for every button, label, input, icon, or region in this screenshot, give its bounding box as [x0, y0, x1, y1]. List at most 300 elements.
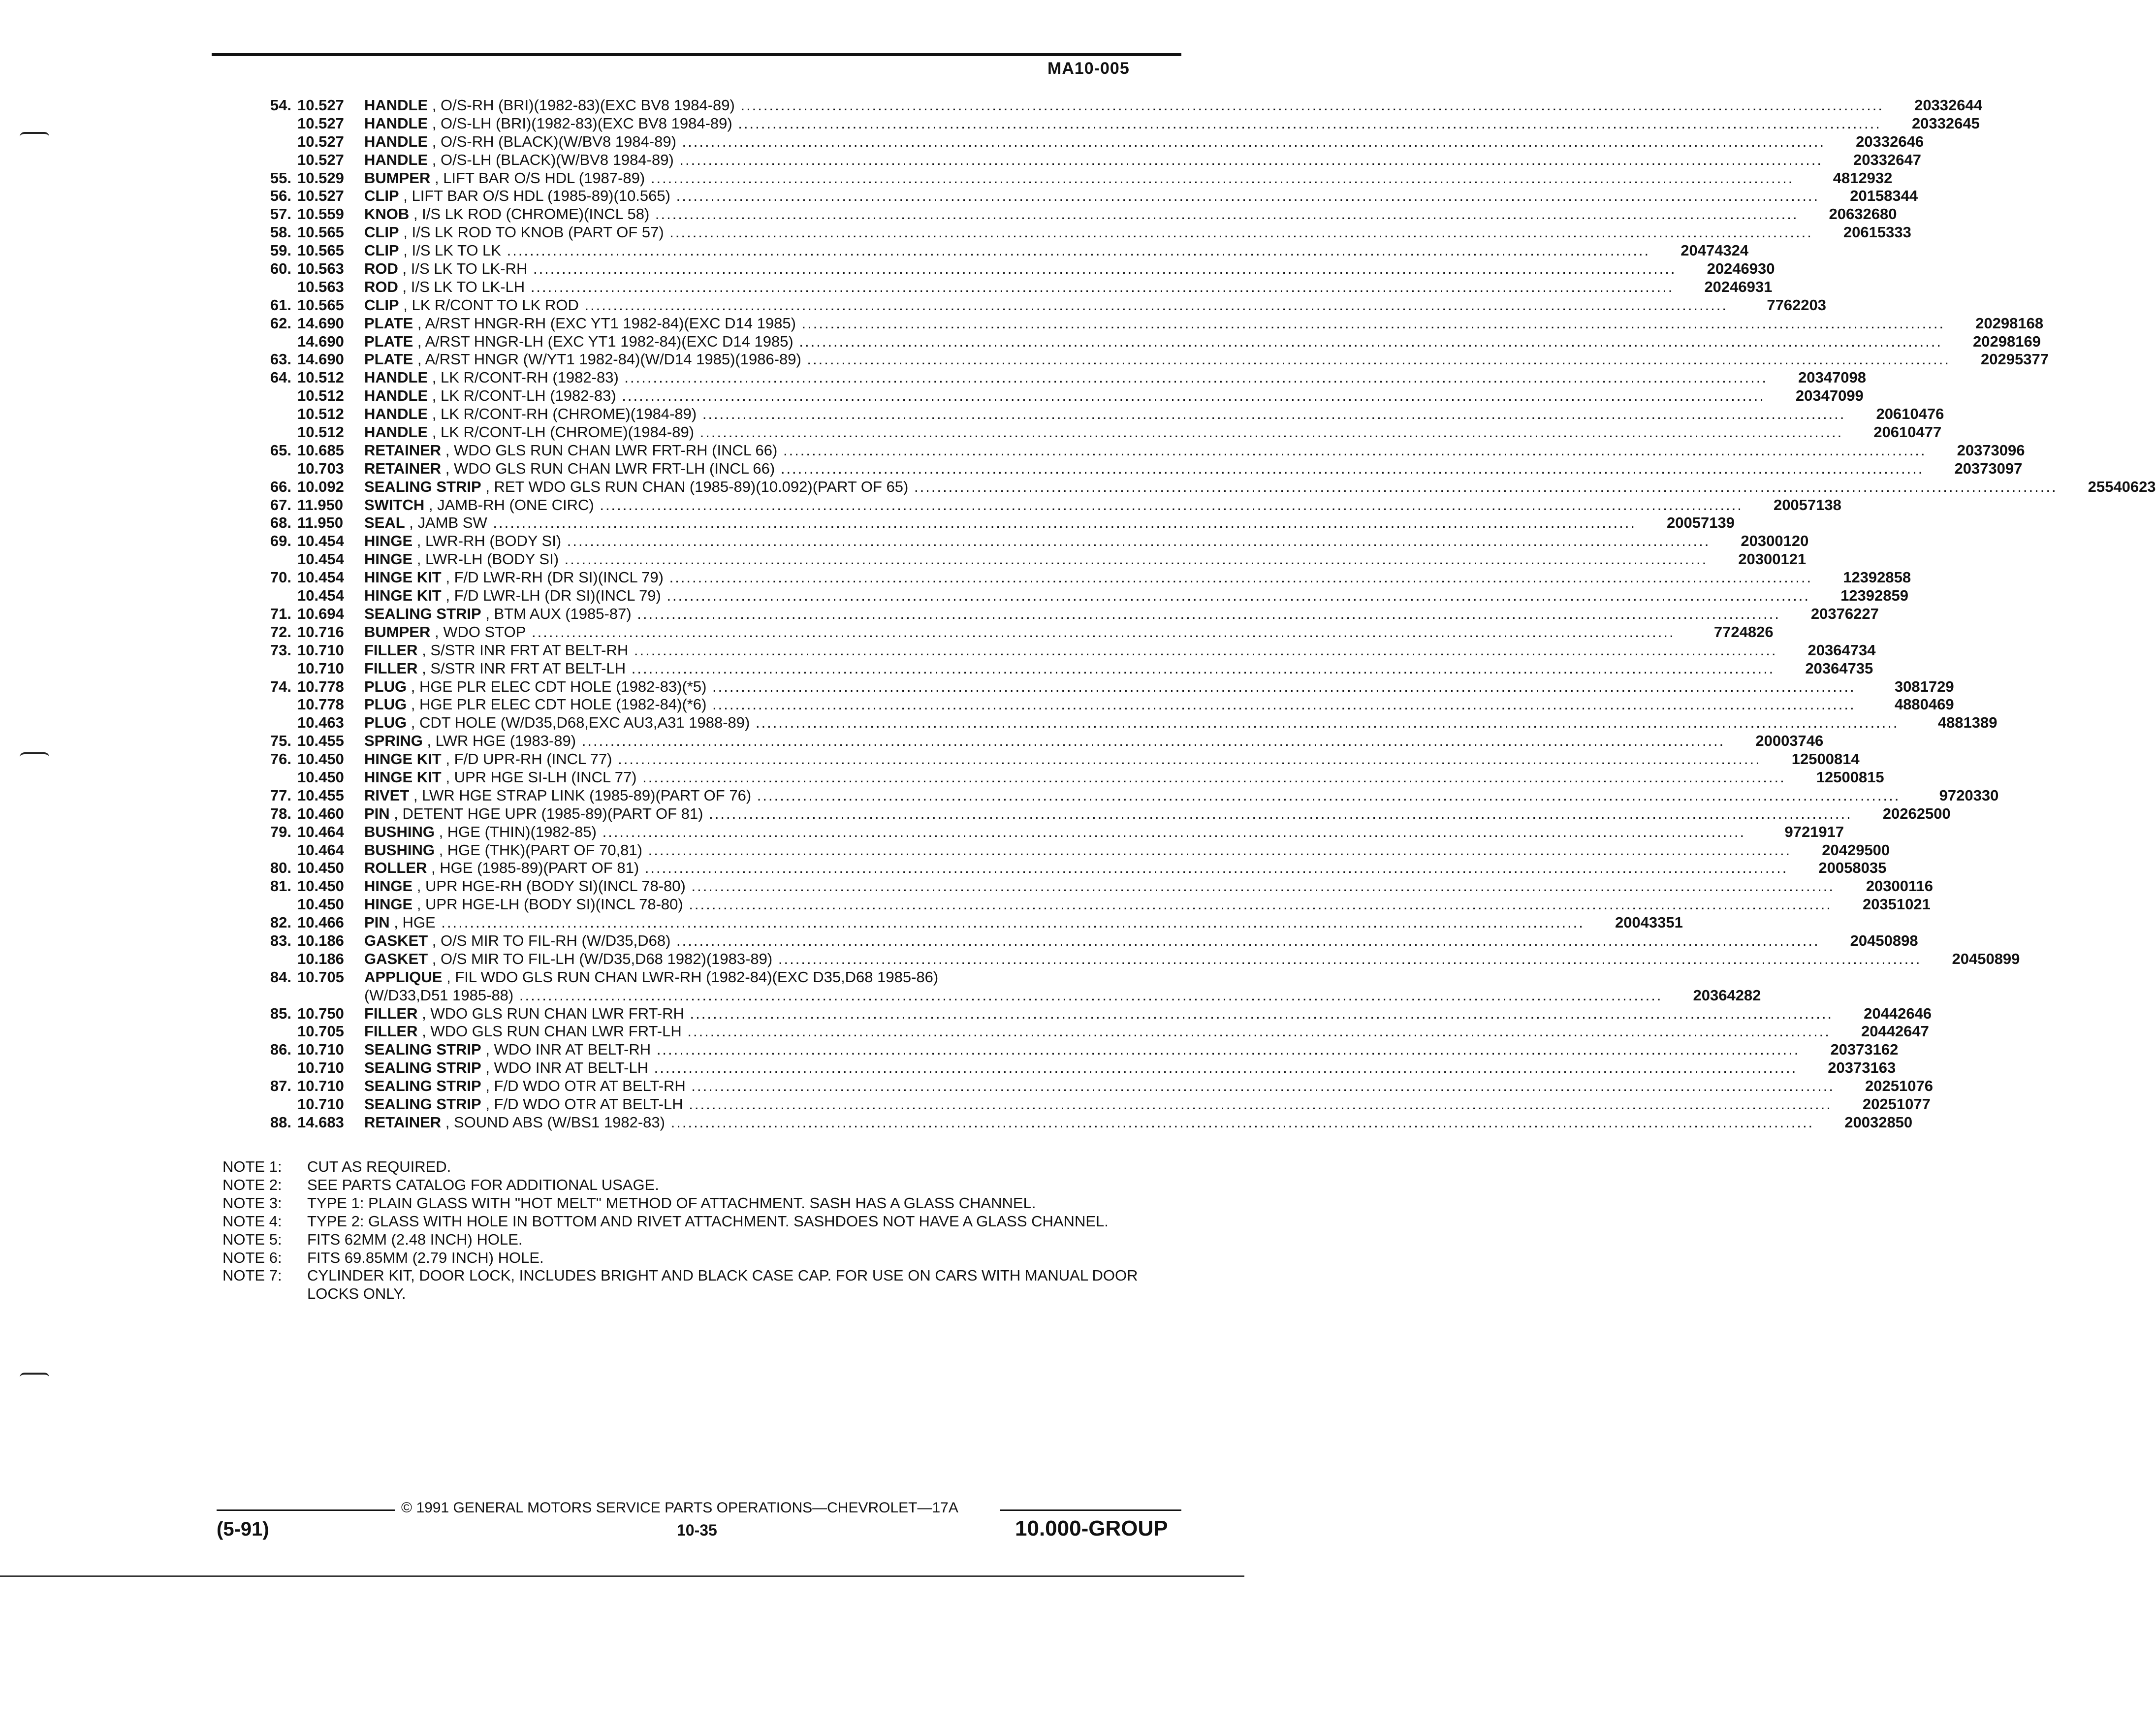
part-number: 9721917 [1784, 823, 1844, 840]
date-code: (5-91) [217, 1518, 269, 1540]
parts-row [256, 1077, 1933, 1095]
part-number: 20373097 [1954, 459, 2023, 477]
part-number: 20298169 [1973, 332, 2041, 350]
note-text: FITS 62MM (2.48 INCH) HOLE. [307, 1230, 523, 1248]
part-name: GASKET [364, 931, 428, 949]
group-number: 10.450 [297, 896, 344, 913]
part-detail: I/S LK TO LK-LH [411, 278, 525, 295]
separator: , [399, 187, 412, 205]
leader-dots: ........................................................................................................................................................................................................ [676, 132, 1826, 150]
part-name: SEALING STRIP [364, 1059, 481, 1077]
separator: , [427, 859, 440, 877]
separator: , [428, 151, 441, 168]
parts-row [256, 351, 2049, 369]
group-number: 10.454 [297, 532, 344, 550]
parts-row [256, 459, 2023, 478]
leader-dots: ........................................................................................................................................................................................................ [663, 569, 1813, 586]
parts-row [256, 296, 1827, 315]
leader-dots: ........................................................................................................................................................................................................ [706, 677, 1856, 695]
group-number: 10.512 [297, 423, 344, 441]
part-description [364, 987, 1662, 1005]
ref-number: 62. [270, 314, 291, 332]
separator: , [417, 659, 431, 677]
parts-row [256, 1004, 1932, 1023]
part-number: 20450898 [1850, 931, 1918, 949]
part-description [364, 205, 1798, 224]
part-number: 20251077 [1862, 1095, 1931, 1113]
leader-dots: ........................................................................................................................................................................................................ [684, 1004, 1834, 1022]
ref-number: 56. [270, 187, 291, 205]
leader-dots: ........................................................................................................................................................................................................ [694, 423, 1843, 441]
group-number: 10.455 [297, 786, 344, 804]
leader-dots: ........................................................................................................................................................................................................ [683, 896, 1832, 913]
group-number: 10.463 [297, 714, 344, 732]
parts-row [256, 623, 1774, 642]
part-name: SEALING STRIP [364, 1077, 481, 1095]
part-detail: BTM AUX (1985-87) [494, 605, 632, 622]
note-item [222, 1213, 1182, 1231]
part-detail: JAMB-RH (ONE CIRC) [437, 496, 594, 513]
group-number: 10.454 [297, 550, 344, 568]
part-detail: RET WDO GLS RUN CHAN (1985-89)(10.092)(PART OF 65) [494, 478, 909, 495]
part-description [364, 877, 1835, 896]
leader-dots: ........................................................................................................................................................................................................ [751, 786, 1901, 804]
part-number: 20351021 [1862, 896, 1931, 913]
leader-dots: ........................................................................................................................................................................................................ [616, 387, 1765, 405]
ref-number: 70. [270, 569, 291, 586]
part-number: 4812932 [1833, 169, 1893, 187]
parts-row [256, 804, 1951, 823]
part-detail: O/S-RH (BRI)(1982-83)(EXC BV8 1984-89) [441, 96, 735, 114]
leader-dots: ........................................................................................................................................................................................................ [775, 459, 1924, 477]
part-description [364, 133, 1825, 151]
leader-dots: ........................................................................................................................................................................................................ [612, 750, 1761, 768]
note-item [222, 1158, 1182, 1176]
part-detail: LWR-LH (BODY SI) [425, 550, 559, 568]
part-number: 20364734 [1807, 641, 1876, 659]
part-number: 20610476 [1876, 405, 1944, 423]
parts-row [256, 896, 1931, 914]
part-name: RETAINER [364, 459, 442, 477]
group-number: 10.703 [297, 459, 344, 477]
part-name: HANDLE [364, 369, 428, 386]
leader-dots: ........................................................................................................................................................................................................ [703, 804, 1852, 822]
parts-row [256, 659, 1873, 678]
part-description [364, 696, 1856, 714]
part-name: CLIP [364, 224, 399, 241]
part-number: 25540623 [2088, 478, 2156, 495]
part-detail: WDO STOP [443, 623, 526, 641]
ref-number: 64. [270, 369, 291, 386]
part-number: 20003746 [1755, 732, 1824, 750]
separator: , [413, 351, 425, 368]
group-number: 10.710 [297, 1041, 344, 1059]
ref-number: 82. [270, 914, 291, 931]
group-number: 10.527 [297, 96, 344, 114]
footer-rule [1000, 1509, 1181, 1511]
ref-number: 77. [270, 786, 291, 804]
separator: , [428, 114, 441, 132]
parts-row [256, 859, 1887, 877]
group-number: 10.527 [297, 114, 344, 132]
part-detail: WDO GLS RUN CHAN LWR FRT-LH (INCL 66) [454, 459, 775, 477]
part-detail: HGE (THK)(PART OF 70,81) [447, 841, 642, 859]
parts-row [256, 714, 1997, 732]
part-description [364, 278, 1674, 296]
part-detail: I/S LK TO LK-RH [411, 260, 528, 278]
part-number: 20373162 [1830, 1041, 1899, 1059]
group-number: 10.778 [297, 677, 344, 695]
part-name: HINGE [364, 896, 413, 913]
parts-row [256, 169, 1893, 188]
leader-dots: ........................................................................................................................................................................................................ [673, 151, 1823, 168]
note-label: NOTE 1: [222, 1158, 282, 1175]
part-number: 20246931 [1704, 278, 1773, 295]
part-description [364, 96, 1884, 115]
separator: , [424, 496, 438, 513]
part-number: 20300120 [1741, 532, 1809, 550]
leader-dots: ........................................................................................................................................................................................................ [795, 314, 1945, 332]
parts-row [256, 441, 2025, 460]
leader-dots: ........................................................................................................................................................................................................ [513, 986, 1663, 1004]
notes-section [222, 1158, 1182, 1303]
part-number: 12392859 [1840, 587, 1908, 605]
part-number: 20295377 [1981, 351, 2049, 368]
separator: , [481, 605, 494, 622]
separator: , [399, 242, 412, 259]
part-detail: WDO INR AT BELT-LH [494, 1059, 649, 1077]
part-detail: HGE (THIN)(1982-85) [447, 823, 597, 840]
separator: , [398, 260, 411, 278]
note-label: NOTE 6: [222, 1249, 282, 1266]
note-label: NOTE 7: [222, 1267, 282, 1284]
separator: , [428, 369, 441, 386]
part-name: HINGE [364, 877, 413, 895]
part-description [364, 423, 1843, 442]
part-name: ROD [364, 260, 398, 278]
separator: , [441, 459, 454, 477]
parts-row [256, 641, 1876, 660]
part-name: HANDLE [364, 405, 428, 423]
part-detail: LIFT BAR O/S HDL (1985-89)(10.565) [412, 187, 670, 205]
part-detail: LWR HGE STRAP LINK (1985-89)(PART OF 76) [422, 786, 752, 804]
group-number: 10.450 [297, 877, 344, 895]
note-text: CUT AS REQUIRED. [307, 1158, 451, 1175]
separator: , [389, 804, 403, 822]
group-number: 10.705 [297, 1023, 344, 1040]
part-detail: O/S MIR TO FIL-RH (W/D35,D68) [441, 931, 671, 949]
group-number: 10.450 [297, 750, 344, 768]
parts-row [256, 950, 2020, 968]
part-detail: S/STR INR FRT AT BELT-RH [430, 641, 629, 659]
parts-row [256, 1113, 1913, 1132]
part-name: ROD [364, 278, 398, 295]
group-number: 14.690 [297, 351, 344, 368]
separator: , [409, 786, 422, 804]
part-detail: F/D UPR-RH (INCL 77) [454, 750, 612, 768]
part-detail: I/S LK TO LK [412, 242, 501, 259]
group-number: 10.512 [297, 405, 344, 423]
ref-number: 60. [270, 260, 291, 278]
ref-number: 85. [270, 1004, 291, 1022]
group-number: 10.563 [297, 278, 344, 295]
part-detail: A/RST HNGR-RH (EXC YT1 1982-84)(EXC D14 1985) [425, 314, 796, 332]
parts-row [256, 931, 1918, 950]
part-detail: A/RST HNGR (W/YT1 1982-84)(W/D14 1985)(1986-89) [425, 351, 801, 368]
part-number: 20364735 [1805, 659, 1873, 677]
part-detail: LK R/CONT-RH (CHROME)(1984-89) [441, 405, 697, 423]
note-text: TYPE 2: GLASS WITH HOLE IN BOTTOM AND RIVET ATTACHMENT. SASHDOES NOT HAVE A GLASS CHANNEL. [307, 1212, 1109, 1230]
leader-dots: ........................................................................................................................................................................................................ [525, 278, 1674, 295]
part-number: 4881389 [1937, 714, 1997, 732]
part-name: BUSHING [364, 841, 435, 859]
part-number: 12392858 [1843, 569, 1911, 586]
separator: , [428, 950, 441, 967]
separator: , [417, 641, 431, 659]
part-number: 20364282 [1693, 986, 1761, 1004]
part-detail: LK R/CONT-RH (1982-83) [441, 369, 619, 386]
footer-rule [217, 1509, 395, 1511]
page-number: 10-35 [677, 1521, 717, 1539]
parts-row [256, 332, 2041, 351]
leader-dots: ........................................................................................................................................................................................................ [750, 714, 1899, 732]
note-item [222, 1249, 1182, 1267]
part-number: 3081729 [1894, 677, 1954, 695]
separator: , [441, 768, 454, 786]
part-name: RETAINER [364, 441, 442, 459]
part-number: 12500815 [1816, 768, 1884, 786]
group-number: 10.694 [297, 605, 344, 622]
note-label: NOTE 2: [222, 1176, 282, 1193]
part-description [364, 405, 1845, 423]
parts-row [256, 605, 1879, 623]
part-name: CLIP [364, 187, 399, 205]
leader-dots: ........................................................................................................................................................................................................ [526, 623, 1675, 641]
ref-number: 63. [270, 351, 291, 368]
group-number: 10.186 [297, 950, 344, 967]
leader-dots: ........................................................................................................................................................................................................ [777, 441, 1927, 459]
parts-row [256, 550, 1807, 569]
part-number: 20332647 [1853, 151, 1921, 168]
part-description [364, 242, 1650, 260]
parts-row [256, 278, 1773, 296]
group-number: 10.450 [297, 768, 344, 786]
separator: , [428, 931, 441, 949]
hole-punch-mark [20, 752, 49, 757]
parts-row [256, 1095, 1931, 1114]
leader-dots: ........................................................................................................................................................................................................ [527, 260, 1677, 278]
parts-row [256, 496, 1841, 514]
leader-dots: ........................................................................................................................................................................................................ [618, 369, 1768, 386]
part-description [364, 1114, 1814, 1132]
part-name: PLATE [364, 351, 413, 368]
ref-number: 76. [270, 750, 291, 768]
part-description [364, 442, 1927, 460]
part-detail: O/S MIR TO FIL-LH (W/D35,D68 1982)(1983-89) [441, 950, 773, 967]
part-detail: UPR HGE SI-LH (INCL 77) [454, 768, 637, 786]
leader-dots: ........................................................................................................................................................................................................ [734, 96, 1884, 114]
part-name: RIVET [364, 786, 410, 804]
part-number: 20262500 [1882, 804, 1951, 822]
part-detail: A/RST HNGR-LH (EXC YT1 1982-84)(EXC D14 1985) [425, 332, 793, 350]
parts-row [256, 1023, 1929, 1041]
leader-dots: ........................................................................................................................................................................................................ [697, 405, 1846, 423]
ref-number: 69. [270, 532, 291, 550]
note-item [222, 1194, 1182, 1213]
part-description [364, 805, 1852, 823]
separator: , [428, 405, 441, 423]
group-number: 10.464 [297, 841, 344, 859]
note-label: NOTE 5: [222, 1230, 282, 1248]
separator: , [441, 750, 454, 768]
separator: , [399, 224, 412, 241]
hole-punch-mark [20, 132, 49, 137]
leader-dots: ........................................................................................................................................................................................................ [561, 532, 1711, 550]
part-name: PIN [364, 804, 390, 822]
part-number: 20158344 [1850, 187, 1918, 205]
ref-number: 74. [270, 677, 291, 695]
leader-dots: ........................................................................................................................................................................................................ [649, 205, 1799, 223]
leader-dots: ........................................................................................................................................................................................................ [648, 1059, 1798, 1077]
separator: , [481, 478, 494, 495]
part-detail: LK R/CONT-LH (1982-83) [441, 387, 616, 405]
separator: , [412, 550, 426, 568]
part-description [364, 115, 1881, 133]
part-number: 7762203 [1767, 296, 1827, 314]
note-label: NOTE 4: [222, 1212, 282, 1230]
separator: , [441, 587, 454, 605]
note-text: SEE PARTS CATALOG FOR ADDITIONAL USAGE. [307, 1176, 659, 1193]
part-number: 20057138 [1773, 496, 1841, 513]
ref-number: 72. [270, 623, 291, 641]
part-description [364, 315, 1945, 333]
leader-dots: ........................................................................................................................................................................................................ [626, 659, 1775, 677]
parts-row [256, 732, 1824, 750]
part-number: 20298168 [1975, 314, 2044, 332]
group-number: 10.710 [297, 659, 344, 677]
part-name: HANDLE [364, 132, 428, 150]
part-name: SEALING STRIP [364, 605, 481, 622]
leader-dots: ........................................................................................................................................................................................................ [651, 1041, 1800, 1059]
parts-row [256, 369, 1866, 387]
part-name: PLATE [364, 314, 413, 332]
part-description [364, 642, 1777, 660]
separator: , [398, 278, 411, 295]
part-name: HINGE [364, 550, 413, 568]
leader-dots: ........................................................................................................................................................................................................ [559, 550, 1708, 568]
part-description [364, 333, 1942, 351]
part-name: PIN [364, 914, 390, 931]
leader-dots: ........................................................................................................................................................................................................ [706, 696, 1856, 713]
part-description [364, 1059, 1797, 1077]
parts-row [256, 114, 1980, 133]
part-detail: F/D LWR-RH (DR SI)(INCL 79) [454, 569, 664, 586]
leader-dots: ........................................................................................................................................................................................................ [578, 296, 1728, 314]
part-description [364, 587, 1810, 605]
part-detail: O/S-RH (BLACK)(W/BV8 1984-89) [441, 132, 676, 150]
parts-row [256, 96, 1983, 115]
part-name: SWITCH [364, 496, 425, 513]
part-name: RETAINER [364, 1113, 442, 1131]
part-detail: WDO GLS RUN CHAN LWR FRT-RH [430, 1004, 684, 1022]
group-number: 11.950 [297, 514, 344, 532]
part-number: 20632680 [1829, 205, 1897, 223]
group-number: 10.565 [297, 296, 344, 314]
part-description [364, 787, 1900, 805]
part-detail: UPR HGE-LH (BODY SI)(INCL 78-80) [425, 896, 683, 913]
group-number: 10.454 [297, 569, 344, 586]
ref-number: 55. [270, 169, 291, 187]
part-description [364, 841, 1791, 860]
part-name: HINGE KIT [364, 569, 442, 586]
ref-number: 81. [270, 877, 291, 895]
part-name: BUSHING [364, 823, 435, 840]
part-detail: I/S LK ROD TO KNOB (PART OF 57) [412, 224, 664, 241]
part-name: SEALING STRIP [364, 1041, 481, 1059]
part-detail: SOUND ABS (W/BS1 1982-83) [454, 1113, 665, 1131]
parts-row [256, 914, 1683, 932]
ref-number: 83. [270, 931, 291, 949]
part-detail: LK R/CONT TO LK ROD [412, 296, 579, 314]
part-description [364, 496, 1743, 514]
group-number: 11.950 [297, 496, 344, 513]
parts-row [256, 514, 1735, 532]
part-description [364, 387, 1765, 405]
separator: , [481, 1041, 494, 1059]
parts-row [256, 677, 1954, 696]
part-detail: DETENT HGE UPR (1985-89)(PART OF 81) [402, 804, 703, 822]
part-name: SEALING STRIP [364, 1095, 481, 1113]
leader-dots: ........................................................................................................................................................................................................ [639, 859, 1788, 877]
part-detail: LWR-RH (BODY SI) [425, 532, 562, 550]
parts-row [256, 532, 1809, 550]
ref-number: 58. [270, 224, 291, 241]
separator: , [428, 423, 441, 441]
leader-dots: ........................................................................................................................................................................................................ [685, 1077, 1835, 1095]
parts-row [256, 423, 1942, 442]
part-number: 20058035 [1818, 859, 1887, 877]
part-detail: FIL WDO GLS RUN CHAN LWR-RH (1982-84)(EXC D35,D68 1985-86) [455, 968, 939, 986]
leader-dots: ........................................................................................................................................................................................................ [661, 587, 1810, 605]
part-name: PLUG [364, 714, 407, 732]
separator: , [412, 896, 426, 913]
part-description [364, 296, 1728, 315]
separator: , [413, 332, 425, 350]
part-name: HANDLE [364, 96, 428, 114]
ref-number: 54. [270, 96, 291, 114]
part-name: FILLER [364, 659, 418, 677]
part-detail: S/STR INR FRT AT BELT-LH [430, 659, 626, 677]
copyright-line: © 1991 GENERAL MOTORS SERVICE PARTS OPERATIONS—CHEVROLET—17A [401, 1500, 958, 1516]
separator: , [481, 1077, 494, 1095]
part-number: 20043351 [1615, 914, 1683, 931]
parts-row [256, 750, 1860, 769]
group-number: 14.683 [297, 1113, 344, 1131]
part-name: FILLER [364, 1004, 418, 1022]
part-detail: HGE [402, 914, 436, 931]
leader-dots: ........................................................................................................................................................................................................ [576, 732, 1725, 750]
part-number: 20032850 [1844, 1113, 1913, 1131]
part-number: 20442647 [1861, 1023, 1929, 1040]
part-name: CLIP [364, 242, 399, 259]
bottom-rule [0, 1575, 1244, 1577]
parts-list [256, 96, 2156, 1132]
leader-dots: ........................................................................................................................................................................................................ [683, 1095, 1832, 1113]
separator: , [441, 1113, 454, 1131]
leader-dots: ........................................................................................................................................................................................................ [685, 877, 1835, 895]
part-description [364, 914, 1585, 932]
group-number: 10.685 [297, 441, 344, 459]
